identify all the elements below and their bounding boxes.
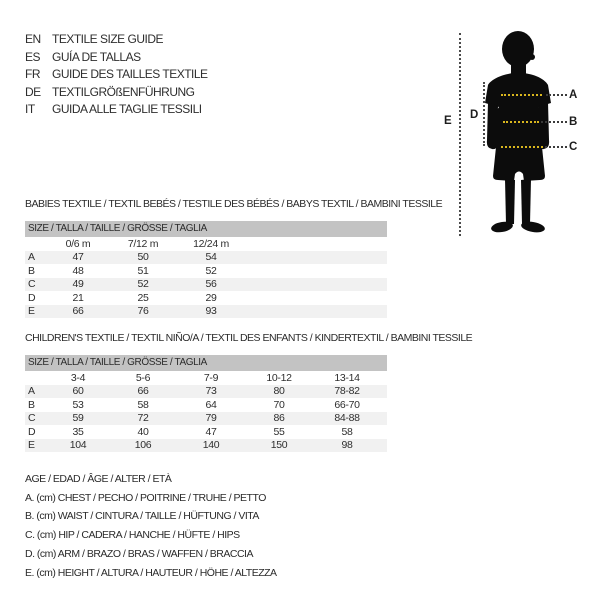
language-code: DE — [25, 84, 41, 99]
table-cell: 58 — [341, 425, 353, 438]
row-label: E — [28, 439, 35, 452]
table-cell: 72 — [137, 412, 149, 425]
table-cell: 66 — [137, 385, 149, 398]
table-row — [25, 305, 387, 319]
silhouette-shorts — [493, 147, 545, 181]
table-cell: 104 — [69, 439, 87, 452]
table-column-header-row — [25, 237, 387, 251]
table-cell: 59 — [72, 412, 84, 425]
waist-measure-dotted-line — [503, 121, 539, 123]
row-label: D — [28, 291, 36, 304]
chest-leader-dotted-line — [546, 94, 567, 96]
table-cell: 84-88 — [334, 412, 360, 425]
babies-size-table — [25, 237, 387, 318]
table-cell: 73 — [205, 385, 217, 398]
measure-label-hip: C — [569, 141, 578, 153]
child-silhouette-icon — [483, 30, 553, 235]
table-row — [25, 439, 387, 453]
table-row — [25, 398, 387, 412]
babies-section-title: BABIES TEXTILE / TEXTIL BEBÉS / TESTILE DES BÉBÉS / BABYS TEXTIL / BAMBINI TESSILE — [25, 198, 443, 210]
language-title: GUÍA DE TALLAS — [52, 49, 141, 64]
children-size-table — [25, 371, 387, 452]
children-section-title: CHILDREN'S TEXTILE / TEXTIL NIÑO/A / TEXTIL DES ENFANTS / KINDERTEXTIL / BAMBINI TESSILE — [25, 332, 473, 344]
children-size-header-bar: SIZE / TALLA / TAILLE / GRÖSSE / TAGLIA — [25, 355, 387, 371]
language-row — [25, 49, 208, 67]
column-header: 3-4 — [70, 371, 86, 384]
language-row — [25, 31, 208, 49]
silhouette-right-leg — [521, 179, 531, 224]
language-code: IT — [25, 102, 35, 117]
legend-arm-line: D. (cm) ARM / BRAZO / BRAS / WAFFEN / BRACCIA — [25, 547, 253, 560]
row-label: C — [28, 412, 36, 425]
row-label: A — [28, 251, 35, 264]
language-row — [25, 84, 208, 102]
row-label: A — [28, 385, 35, 398]
waist-leader-dotted-line — [541, 121, 567, 123]
language-code: FR — [25, 67, 40, 82]
table-cell: 29 — [205, 291, 217, 304]
language-row — [25, 101, 208, 119]
table-cell: 51 — [137, 264, 149, 277]
row-label: B — [28, 398, 35, 411]
silhouette-left-leg — [505, 179, 515, 224]
hip-leader-dotted-line — [545, 146, 567, 148]
silhouette-right-arm — [538, 102, 549, 149]
table-cell: 76 — [137, 305, 149, 318]
language-list — [25, 31, 208, 119]
legend-height-line: E. (cm) HEIGHT / ALTURA / HAUTEUR / HÖHE / ALTEZZA — [25, 566, 277, 579]
table-cell: 70 — [273, 398, 285, 411]
table-cell: 25 — [137, 291, 149, 304]
column-header: 7/12 m — [127, 237, 159, 250]
silhouette-left-arm — [487, 102, 498, 149]
language-title: GUIDA ALLE TAGLIE TESSILI — [52, 102, 202, 117]
language-title: TEXTILE SIZE GUIDE — [52, 32, 164, 46]
table-row — [25, 412, 387, 426]
table-cell: 48 — [72, 264, 84, 277]
table-cell: 140 — [202, 439, 220, 452]
row-label: B — [28, 264, 35, 277]
table-cell: 49 — [72, 278, 84, 291]
table-cell: 66-70 — [334, 398, 360, 411]
table-cell: 66 — [72, 305, 84, 318]
table-cell: 106 — [134, 439, 152, 452]
table-cell: 55 — [273, 425, 285, 438]
column-header: 13-14 — [334, 371, 360, 384]
measure-label-arm: D — [470, 109, 479, 121]
language-title: TEXTILGRÖßENFÜHRUNG — [52, 84, 195, 99]
table-cell: 40 — [137, 425, 149, 438]
measure-label-height: E — [444, 115, 452, 127]
language-code: ES — [25, 49, 41, 64]
table-cell: 86 — [273, 412, 285, 425]
table-cell: 80 — [273, 385, 285, 398]
chest-measure-dotted-line — [501, 94, 542, 96]
language-code: EN — [25, 32, 41, 46]
table-cell: 93 — [205, 305, 217, 318]
measurement-legend — [25, 470, 277, 582]
legend-age-line: AGE / EDAD / ÂGE / ALTER / ETÀ — [25, 473, 172, 485]
table-row — [25, 278, 387, 292]
language-title: GUIDE DES TAILLES TEXTILE — [52, 67, 208, 82]
row-label: C — [28, 278, 36, 291]
table-cell: 52 — [205, 264, 217, 277]
height-measure-dotted-line — [459, 33, 461, 236]
legend-hip-line: C. (cm) HIP / CADERA / HANCHE / HÜFTE / HIPS — [25, 529, 240, 542]
table-cell: 47 — [72, 251, 84, 264]
measure-label-chest: A — [569, 89, 578, 101]
table-cell: 98 — [341, 439, 353, 452]
measure-label-waist: B — [569, 116, 578, 128]
table-cell: 52 — [137, 278, 149, 291]
table-cell: 53 — [72, 398, 84, 411]
table-cell: 58 — [137, 398, 149, 411]
column-header: 7-9 — [203, 371, 219, 384]
row-label: D — [28, 425, 36, 438]
silhouette-ear — [529, 54, 535, 60]
legend-chest-line: A. (cm) CHEST / PECHO / POITRINE / TRUHE / PETTO — [25, 491, 266, 504]
table-cell: 60 — [72, 385, 84, 398]
table-row — [25, 425, 387, 439]
table-cell: 150 — [270, 439, 288, 452]
table-cell: 78-82 — [334, 385, 360, 398]
table-cell: 50 — [137, 251, 149, 264]
table-row — [25, 264, 387, 278]
table-cell: 64 — [205, 398, 217, 411]
column-header: 5-6 — [135, 371, 151, 384]
table-cell: 21 — [72, 291, 84, 304]
table-cell: 47 — [205, 425, 217, 438]
hip-measure-dotted-line — [501, 146, 543, 148]
language-row — [25, 66, 208, 84]
row-label: E — [28, 305, 35, 318]
babies-size-header-bar: SIZE / TALLA / TAILLE / GRÖSSE / TAGLIA — [25, 221, 387, 237]
table-column-header-row — [25, 371, 387, 385]
column-header: 12/24 m — [193, 237, 229, 250]
table-cell: 56 — [205, 278, 217, 291]
column-header: 0/6 m — [65, 237, 91, 250]
column-header: 10-12 — [266, 371, 292, 384]
table-row — [25, 291, 387, 305]
table-cell: 54 — [205, 251, 217, 264]
table-row — [25, 251, 387, 265]
table-cell: 79 — [205, 412, 217, 425]
table-cell: 35 — [72, 425, 84, 438]
legend-waist-line: B. (cm) WAIST / CINTURA / TAILLE / HÜFTUNG / VITA — [25, 510, 259, 523]
table-row — [25, 385, 387, 399]
